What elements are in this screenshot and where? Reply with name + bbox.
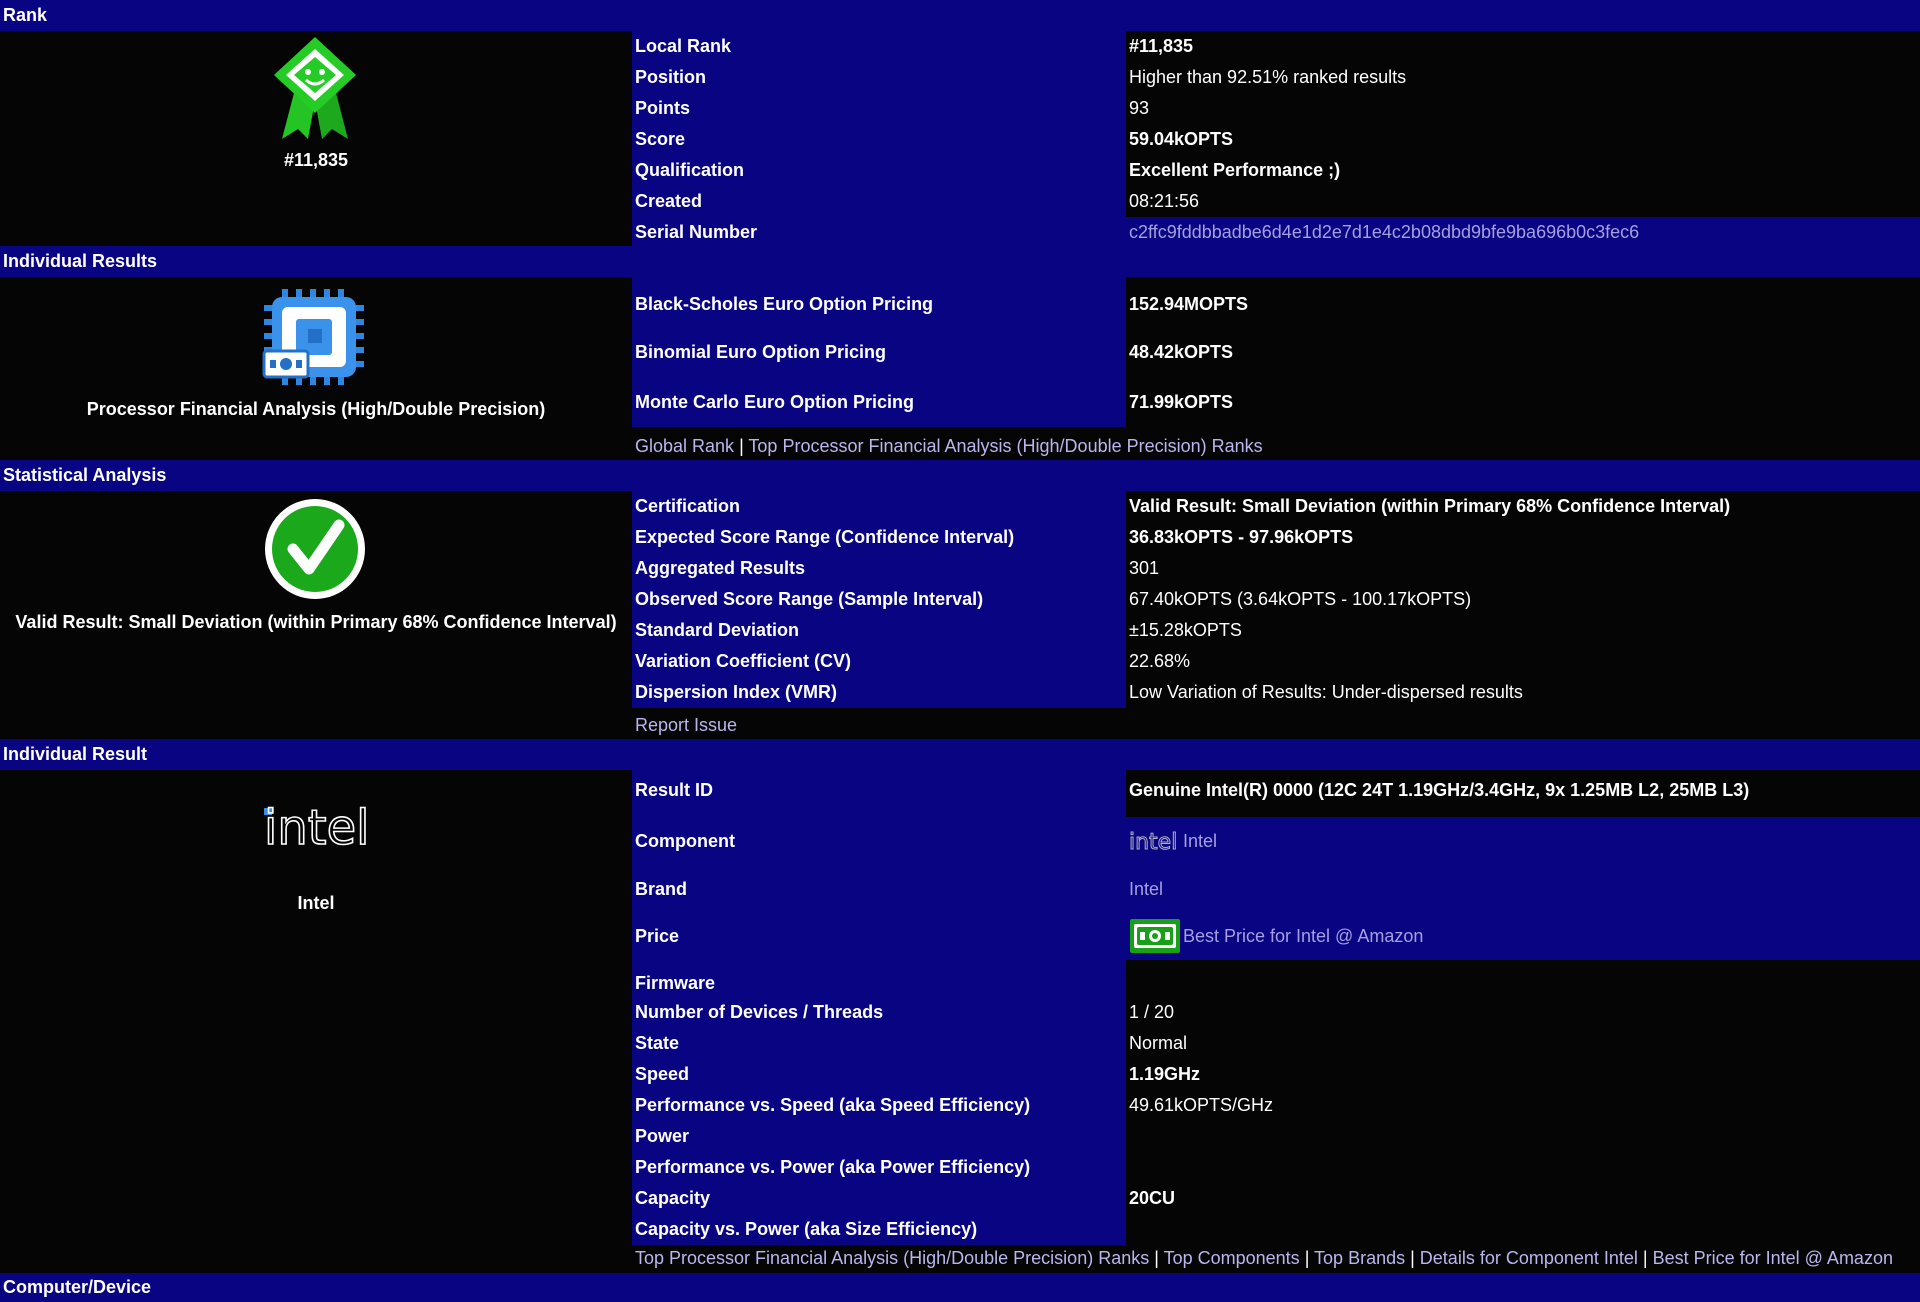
individual-result-labels	[632, 770, 1126, 1245]
label-serial-number: Serial Number	[635, 222, 758, 242]
rank-panel	[0, 31, 632, 246]
value-monte-carlo: 71.99kOPTS	[1129, 392, 1234, 412]
value-power	[1126, 1121, 1920, 1152]
intel-logo	[262, 792, 372, 852]
value-created: 08:21:56	[1129, 191, 1200, 211]
rank-labels	[632, 31, 1126, 248]
label-binomial: Binomial Euro Option Pricing	[635, 342, 887, 362]
label-expected-score-range: Expected Score Range (Confidence Interval)	[635, 527, 1015, 547]
benchmark-caption: Processor Financial Analysis (High/Double Precision)	[86, 399, 546, 419]
label-component: Component	[635, 831, 735, 851]
label-firmware: Firmware	[635, 973, 716, 993]
section-header-individual-results: Individual Results	[0, 246, 1920, 277]
label-local-rank: Local Rank	[635, 36, 732, 56]
statistical-links	[632, 710, 737, 741]
section-header-individual-result: Individual Result	[0, 739, 1920, 770]
value-binomial: 48.42kOPTS	[1129, 342, 1234, 362]
label-speed: Speed	[635, 1064, 690, 1084]
value-power-efficiency	[1126, 1152, 1920, 1183]
label-points: Points	[635, 98, 691, 118]
label-variation-coefficient: Variation Coefficient (CV)	[635, 651, 852, 671]
value-state: Normal	[1129, 1033, 1188, 1053]
vendor-panel	[0, 770, 632, 1270]
benchmark-panel	[0, 277, 632, 459]
rank-badge-caption: #11,835	[283, 150, 349, 170]
individual-results-links: Global Rank | Top Processor Financial Analysis (High/Double Precision) Ranks	[635, 436, 1263, 456]
label-devices-threads: Number of Devices / Threads	[635, 1002, 884, 1022]
individual-result-links: Top Processor Financial Analysis (High/Double Precision) Ranks | Top Components | Top Brands | Details for Component Intel | Best Price for Intel @ Amazon	[635, 1248, 1893, 1268]
value-variation-coefficient: 22.68%	[1129, 651, 1191, 671]
value-score: 59.04kOPTS	[1129, 129, 1234, 149]
individual-results-labels	[632, 277, 1126, 427]
report-issue-link[interactable]: Report Issue	[635, 715, 738, 735]
top-ranks-link[interactable]: Top Processor Financial Analysis (High/Double Precision) Ranks	[748, 436, 1263, 456]
label-capacity: Capacity	[635, 1188, 711, 1208]
value-speed: 1.19GHz	[1129, 1064, 1201, 1084]
cpu-money-icon	[262, 285, 368, 389]
label-result-id: Result ID	[635, 780, 714, 800]
label-brand: Brand	[635, 879, 688, 899]
label-aggregated-results: Aggregated Results	[635, 558, 806, 578]
value-qualification: Excellent Performance ;)	[1129, 160, 1341, 180]
component-details-link[interactable]: Details for Component Intel	[1419, 1248, 1638, 1268]
label-price: Price	[635, 926, 680, 946]
label-position: Position	[635, 67, 706, 87]
value-speed-efficiency: 49.61kOPTS/GHz	[1129, 1095, 1274, 1115]
label-power: Power	[635, 1126, 690, 1146]
value-local-rank: #11,835	[1129, 36, 1194, 56]
global-rank-link[interactable]: Global Rank	[635, 436, 735, 456]
value-size-efficiency	[1126, 1214, 1920, 1245]
award-ribbon-icon	[272, 35, 358, 143]
best-price-link[interactable]: Best Price for Intel @ Amazon	[1652, 1248, 1893, 1268]
label-observed-score-range: Observed Score Range (Sample Interval)	[635, 589, 984, 609]
brand-link[interactable]: Intel	[1129, 879, 1164, 899]
value-certification: Valid Result: Small Deviation (within Primary 68% Confidence Interval)	[1129, 496, 1731, 516]
section-header-rank: Rank	[0, 0, 1920, 31]
individual-result-values	[1126, 770, 1920, 1245]
section-header-statistical-analysis: Statistical Analysis	[0, 460, 1920, 491]
value-observed-score-range: 67.40kOPTS (3.64kOPTS - 100.17kOPTS)	[1129, 589, 1472, 609]
intel-small-logo	[1129, 829, 1183, 853]
value-firmware	[1126, 960, 1920, 997]
label-certification: Certification	[635, 496, 741, 516]
price-link[interactable]: Best Price for Intel @ Amazon	[1183, 926, 1424, 946]
validity-caption: Valid Result: Small Deviation (within Primary 68% Confidence Interval)	[15, 612, 617, 632]
value-result-id: Genuine Intel(R) 0000 (12C 24T 1.19GHz/3.4GHz, 9x 1.25MB L2, 25MB L3)	[1129, 780, 1750, 800]
label-power-efficiency: Performance vs. Power (aka Power Efficiency)	[635, 1157, 1031, 1177]
top-ranks-link-2[interactable]: Top Processor Financial Analysis (High/Double Precision) Ranks	[635, 1248, 1150, 1268]
label-dispersion-index: Dispersion Index (VMR)	[635, 682, 838, 702]
value-devices-threads: 1 / 20	[1129, 1002, 1175, 1022]
individual-results-values	[1126, 277, 1920, 427]
checkmark-circle-icon	[263, 497, 367, 601]
vendor-caption: Intel	[297, 893, 335, 913]
label-standard-deviation: Standard Deviation	[635, 620, 800, 640]
label-monte-carlo: Monte Carlo Euro Option Pricing	[635, 392, 914, 412]
value-points: 93	[1129, 98, 1150, 118]
label-black-scholes: Black-Scholes Euro Option Pricing	[635, 294, 934, 314]
value-standard-deviation: ±15.28kOPTS	[1129, 620, 1242, 640]
label-qualification: Qualification	[635, 160, 745, 180]
value-capacity: 20CU	[1129, 1188, 1176, 1208]
label-size-efficiency: Capacity vs. Power (aka Size Efficiency)	[635, 1219, 978, 1239]
serial-number-link[interactable]: c2ffc9fddbbadbe6d4e1d2e7d1e4c2b08dbd9bfe9ba696b0c3fec6	[1129, 222, 1640, 242]
money-bill-icon[interactable]	[1129, 918, 1181, 954]
statistical-labels	[632, 491, 1126, 708]
top-brands-link[interactable]: Top Brands	[1314, 1248, 1406, 1268]
label-speed-efficiency: Performance vs. Speed (aka Speed Efficiency)	[635, 1095, 1031, 1115]
label-created: Created	[635, 191, 703, 211]
label-score: Score	[635, 129, 686, 149]
svg-text:intel: intel	[264, 800, 370, 852]
top-components-link[interactable]: Top Components	[1163, 1248, 1300, 1268]
rank-values	[1126, 31, 1920, 248]
value-expected-score-range: 36.83kOPTS - 97.96kOPTS	[1129, 527, 1354, 547]
value-position: Higher than 92.51% ranked results	[1129, 67, 1407, 87]
section-header-computer-device: Computer/Device	[0, 1273, 1920, 1302]
svg-text:intel: intel	[1129, 830, 1178, 853]
label-state: State	[635, 1033, 680, 1053]
statistical-panel	[0, 491, 632, 738]
component-link[interactable]: Intel	[1183, 831, 1218, 851]
value-black-scholes: 152.94MOPTS	[1129, 294, 1249, 314]
statistical-values	[1126, 491, 1920, 708]
value-dispersion-index: Low Variation of Results: Under-dispersed results	[1129, 682, 1523, 702]
value-aggregated-results: 301	[1129, 558, 1160, 578]
